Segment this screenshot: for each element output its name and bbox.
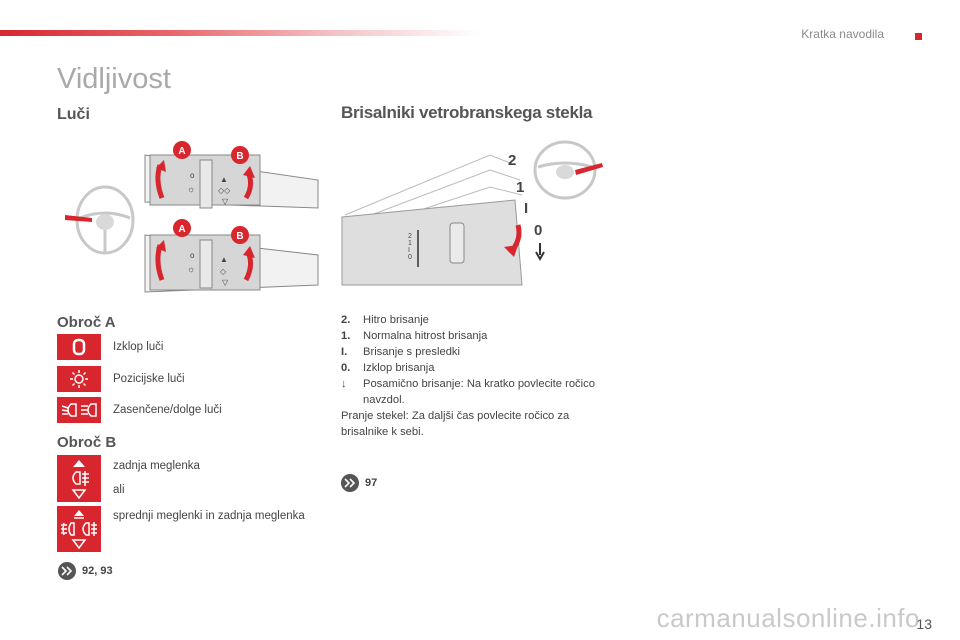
svg-text:A: A [178, 224, 186, 235]
ring-b-heading: Obroč B [57, 434, 117, 451]
svg-text:o: o [190, 171, 195, 180]
badge-b-bottom [231, 226, 249, 244]
watermark: carmanualsonline.info [656, 603, 920, 633]
wipers-heading: Brisalniki vetrobranskega stekla [341, 103, 593, 122]
down-arrow-icon [536, 243, 544, 259]
ring-a-heading: Obroč A [57, 314, 116, 331]
section-title: Kratka navodila [801, 27, 884, 41]
dipped-main-beam-icon [59, 401, 99, 419]
svg-text:2: 2 [508, 152, 517, 169]
svg-text:◇: ◇ [220, 267, 227, 276]
svg-text:☼: ☼ [187, 264, 196, 274]
svg-text:A: A [178, 146, 186, 157]
wiper-positions-list [341, 312, 611, 440]
light-off-label: Izklop luči [113, 341, 164, 353]
upper-stalk [145, 155, 318, 208]
lights-ref-text: 92, 93 [82, 565, 113, 577]
svg-text:I: I [408, 247, 410, 254]
list-item: ↓ Posamično brisanje: Na kratko povlecite ročico navzdol. [341, 378, 595, 406]
svg-text:B: B [236, 231, 244, 242]
light-off-icon [69, 337, 89, 357]
washer-note: Pranje stekel: Za daljši čas povlecite ročico za brisalnike k sebi. [341, 410, 570, 438]
list-item: 2. Hitro brisanje [341, 314, 429, 326]
svg-text:▽: ▽ [222, 197, 229, 206]
svg-text:☼: ☼ [187, 184, 196, 194]
wipers-page-reference[interactable] [341, 474, 377, 492]
svg-text:1: 1 [408, 240, 412, 247]
wipers-ref-text: 97 [365, 477, 378, 489]
badge-a-bottom [173, 219, 191, 237]
svg-text:▽: ▽ [222, 278, 229, 287]
list-item: 0. Izklop brisanja [341, 362, 435, 374]
svg-text:◇◇: ◇◇ [218, 186, 231, 195]
badge-a-top [173, 141, 191, 159]
or-label: ali [113, 484, 125, 496]
svg-text:2: 2 [408, 233, 412, 240]
svg-text:o: o [190, 251, 195, 260]
list-item: 1. Normalna hitrost brisanja [341, 330, 488, 342]
svg-text:▲: ▲ [220, 175, 228, 184]
badge-b-top [231, 146, 249, 164]
front-rear-fog-light-icon [59, 508, 99, 550]
sidelight-label: Pozicijske luči [113, 373, 185, 385]
svg-text:I: I [524, 200, 529, 217]
dipped-main-beam-label: Zasenčene/dolge luči [113, 404, 222, 416]
rear-fog-light-icon [66, 458, 92, 500]
svg-text:0: 0 [534, 222, 543, 239]
lighting-stalk-illustration [60, 130, 325, 310]
wiper-stalk-illustration [340, 135, 610, 295]
dipped-main-beam-tile [57, 397, 101, 423]
front-rear-fog-light-label: sprednji meglenki in zadnja meglenka [113, 510, 305, 522]
page-link-icon [58, 562, 76, 580]
svg-text:▲: ▲ [220, 255, 228, 264]
section-marker [915, 33, 922, 40]
lower-stalk [145, 235, 318, 292]
sidelight-icon [68, 368, 90, 390]
svg-text:B: B [236, 151, 244, 162]
sidelight-tile [57, 366, 101, 392]
page-title: Vidljivost [57, 63, 171, 95]
front-rear-fog-light-tile [57, 506, 101, 552]
page-link-icon [341, 474, 359, 492]
page-number: 13 [916, 616, 932, 632]
lights-page-reference[interactable] [58, 562, 113, 580]
rear-fog-light-label: zadnja meglenka [113, 460, 200, 472]
list-item: I. Brisanje s presledki [341, 346, 461, 358]
lights-heading: Luči [57, 106, 90, 123]
header-accent-bar [0, 30, 480, 36]
light-off-tile [57, 334, 101, 360]
wiper-stalk-body [342, 200, 522, 285]
svg-text:0: 0 [408, 254, 412, 261]
svg-text:1: 1 [516, 179, 525, 196]
rear-fog-light-tile [57, 455, 101, 502]
